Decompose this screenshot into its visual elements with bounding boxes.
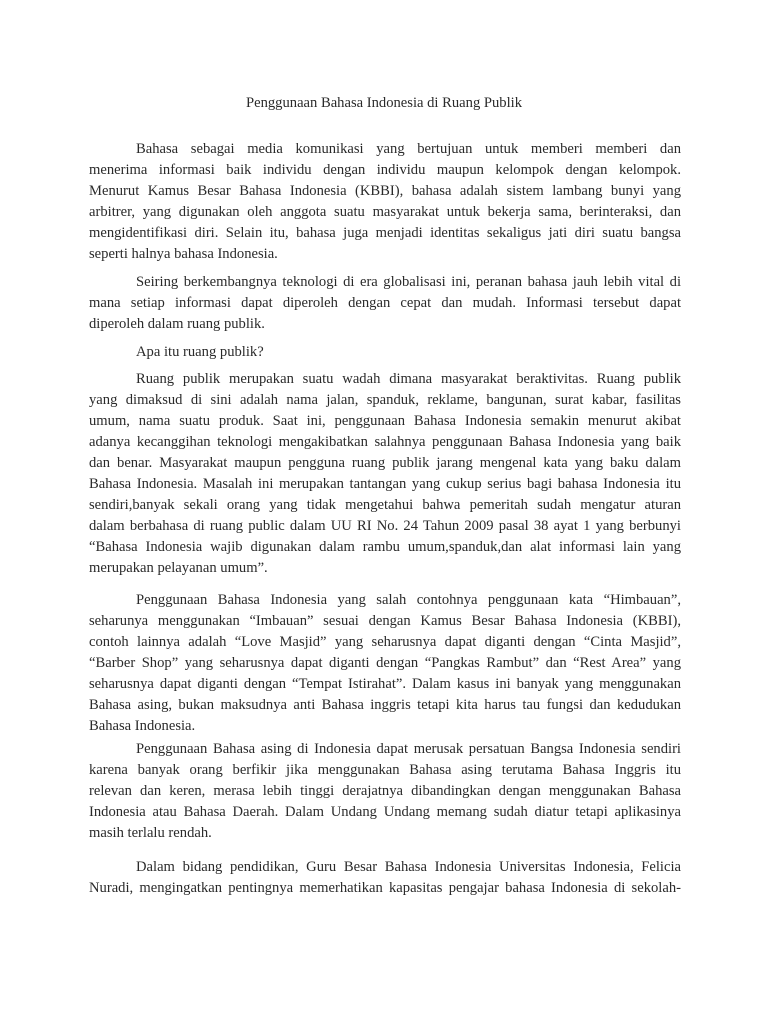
text-line: Apa itu ruang publik? (136, 344, 264, 360)
text-line: Bahasa sebagai media komunikasi yang bertujuan untuk memberi memberi dan (136, 141, 681, 157)
text-line: dalam berbahasa di ruang public dalam UU RI No. 24 Tahun 2009 pasal 38 ayat 1 yang berbunyi (89, 518, 681, 534)
text-line: Bahasa Indonesia. Masalah ini merupakan tantangan yang cukup serius bagi bahasa Indonesia itu (89, 476, 681, 492)
text-line: Seiring berkembangnya teknologi di era globalisasi ini, peranan bahasa jauh lebih vital di (136, 274, 681, 290)
text-line: merupakan pelayanan umum”. (89, 560, 268, 576)
text-line: dan benar. Masyarakat maupun pengguna ruang publik jarang mengenal kata yang baku dalam (89, 455, 681, 471)
text-line: adanya kecanggihan teknologi mengakibatkan salahnya penggunaan Bahasa Indonesia yang baik (89, 434, 681, 450)
text-line: seharusnya dapat diganti dengan “Tempat Istirahat”. Dalam kasus ini banyak yang menggunakan (89, 676, 681, 692)
text-line: mana setiap informasi dapat diperoleh dengan cepat dan mudah. Informasi tersebut dapat (89, 295, 681, 311)
text-line: Penggunaan Bahasa Indonesia yang salah contohnya penggunaan kata “Himbauan”, (136, 592, 681, 608)
text-line: yang dimaksud di sini adalah nama jalan, spanduk, reklame, bangunan, surat kabar, fasilitas (89, 392, 681, 408)
text-line: diperoleh dalam ruang publik. (89, 316, 265, 332)
text-line: contoh lainnya adalah “Love Masjid” yang seharusnya dapat diganti dengan “Cinta Masjid”, (89, 634, 681, 650)
text-line: mengidentifikasi diri. Selain itu, bahasa juga menjadi identitas sekaligus jati diri suatu bangsa (89, 225, 681, 241)
text-line: Nuradi, mengingatkan pentingnya memerhatikan kapasitas pengajar bahasa Indonesia di sekolah- (89, 880, 681, 896)
text-line: Indonesia atau Bahasa Daerah. Dalam Undang Undang memang sudah diatur tetapi aplikasinya (89, 804, 681, 820)
text-line: seharunya menggunakan “Imbauan” sesuai dengan Kamus Besar Bahasa Indonesia (KBBI), (89, 613, 681, 629)
text-line: “Barber Shop” yang seharusnya dapat diganti dengan “Pangkas Rambut” dan “Rest Area” yang (89, 655, 681, 671)
document-title: Penggunaan Bahasa Indonesia di Ruang Publik (245, 95, 523, 111)
text-line: Ruang publik merupakan suatu wadah dimana masyarakat beraktivitas. Ruang publik (136, 371, 681, 387)
text-line: umum, nama suatu produk. Saat ini, penggunaan Bahasa Indonesia semakin menurut akibat (89, 413, 681, 429)
text-line: menerima informasi baik individu dengan individu maupun kelompok dengan kelompok. (89, 162, 681, 178)
text-line: seperti halnya bahasa Indonesia. (89, 246, 278, 262)
paragraph (89, 590, 681, 737)
paragraph (89, 139, 681, 265)
text-line: Bahasa Indonesia. (89, 718, 196, 734)
text-line: karena banyak orang berfikir jika menggunakan Bahasa asing terutama Bahasa Inggris itu (89, 762, 681, 778)
text-line: Dalam bidang pendidikan, Guru Besar Bahasa Indonesia Universitas Indonesia, Felicia (136, 859, 681, 875)
text-line: arbitrer, yang digunakan oleh anggota suatu masyarakat untuk bekerja sama, berinteraksi, dan (89, 204, 681, 220)
text-line: Bahasa asing, bukan maksudnya anti Bahasa inggris tetapi kita harus tau fungsi dan kedudukan (89, 697, 681, 713)
text-line: Menurut Kamus Besar Bahasa Indonesia (KBBI), bahasa adalah sistem lambang bunyi yang (89, 183, 681, 199)
paragraph (89, 369, 681, 579)
paragraph (89, 739, 681, 844)
paragraph (89, 342, 681, 363)
text-line: “Bahasa Indonesia wajib digunakan dalam rambu umum,spanduk,dan alat informasi lain yang (89, 539, 681, 555)
paragraph (89, 272, 681, 335)
text-line: Penggunaan Bahasa asing di Indonesia dapat merusak persatuan Bangsa Indonesia sendiri (136, 741, 681, 757)
text-line: masih terlalu rendah. (89, 825, 212, 841)
paragraph (89, 857, 681, 899)
text-line: relevan dan keren, merasa lebih tinggi derajatnya dibandingkan dengan menggunakan Bahasa (89, 783, 681, 799)
text-line: sendiri,banyak sekali orang yang tidak mengetahui bahwa pemeritah sudah mengatur aturan (89, 497, 681, 513)
